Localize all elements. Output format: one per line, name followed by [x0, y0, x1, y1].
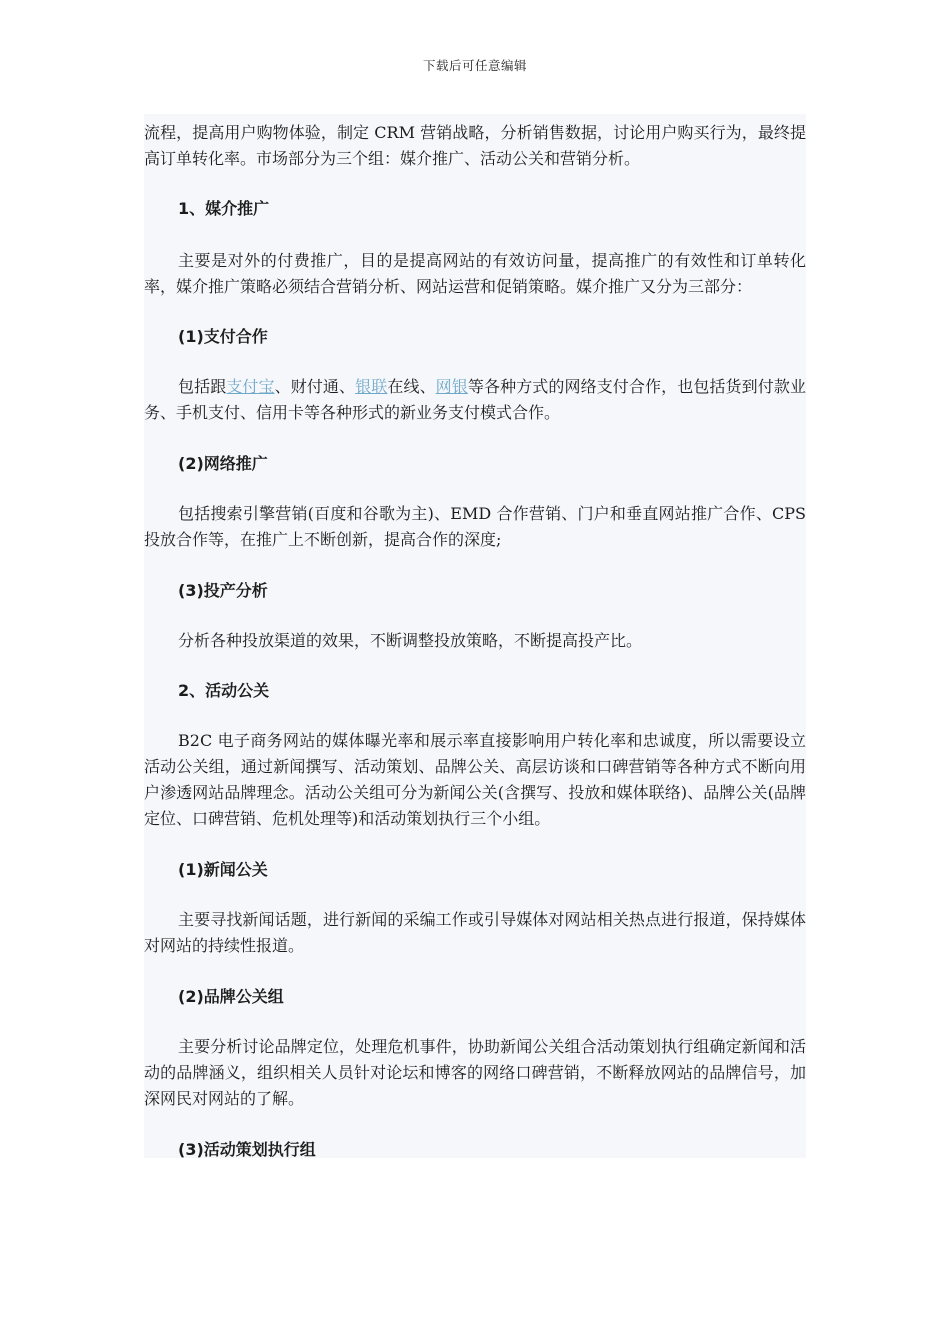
media-paragraph: 主要是对外的付费推广，目的是提高网站的有效访问量，提高推广的有效性和订单转化率，媒介推广策略必须结合营销分析、网站运营和促销策略。媒介推广又分为三部分：	[144, 251, 806, 296]
document-content	[144, 114, 806, 1158]
payment-paragraph	[144, 374, 806, 426]
link-unionpay[interactable]: 银联	[355, 377, 388, 396]
subheading-news: (1)新闻公关	[178, 860, 268, 879]
intro-paragraph: 流程，提高用户购物体验，制定 CRM 营销战略，分析销售数据，讨论用户购买行为，最终提高订单转化率。市场部分为三个组：媒介推广、活动公关和营销分析。	[144, 123, 806, 168]
payment-text-1: 包括跟	[178, 377, 227, 396]
link-alipay[interactable]: 支付宝	[226, 377, 275, 396]
page-header: 下载后可任意编辑	[422, 58, 527, 73]
network-paragraph: 包括搜索引擎营销(百度和谷歌为主)、EMD 合作营销、门户和垂直网站推广合作、CPS 投放合作等，在推广上不断创新，提高合作的深度;	[144, 504, 806, 549]
subheading-brand: (2)品牌公关组	[178, 987, 284, 1006]
payment-text-2: 、财付通、	[274, 377, 356, 396]
pr-paragraph: B2C 电子商务网站的媒体曝光率和展示率直接影响用户转化率和忠诚度，所以需要设立活动公关组，通过新闻撰写、活动策划、品牌公关、高层访谈和口碑营销等各种方式不断向用户渗透网站品牌理念。活动公关组可分为新闻公关(含撰写、投放和媒体联络)、品牌公关(品牌定位、口碑营销、危机处理等)和活动策划执行三个小组。	[144, 731, 806, 828]
subheading-payment: (1)支付合作	[178, 327, 268, 346]
link-netbank[interactable]: 网银	[435, 377, 468, 396]
news-paragraph: 主要寻找新闻话题，进行新闻的采编工作或引导媒体对网站相关热点进行报道，保持媒体对网站的持续性报道。	[144, 910, 806, 955]
roi-paragraph: 分析各种投放渠道的效果，不断调整投放策略，不断提高投产比。	[178, 631, 643, 650]
payment-text-3: 在线、	[387, 377, 436, 396]
section-heading-pr: 2、活动公关	[178, 681, 270, 700]
subheading-network: (2)网络推广	[178, 454, 268, 473]
section-heading-media: 1、媒介推广	[178, 199, 270, 218]
payment-text-4: 等各种方式的网络支付合作，也包括货到付款业务、手机支付、信用卡等各种形式的新业务支付模式合作。	[144, 377, 806, 422]
subheading-roi: (3)投产分析	[178, 581, 268, 600]
brand-paragraph: 主要分析讨论品牌定位，处理危机事件，协助新闻公关组合活动策划执行组确定新闻和活动的品牌涵义，组织相关人员针对论坛和博客的网络口碑营销，不断释放网站的品牌信号，加深网民对网站的了解。	[144, 1037, 806, 1108]
subheading-event: (3)活动策划执行组	[178, 1140, 316, 1159]
